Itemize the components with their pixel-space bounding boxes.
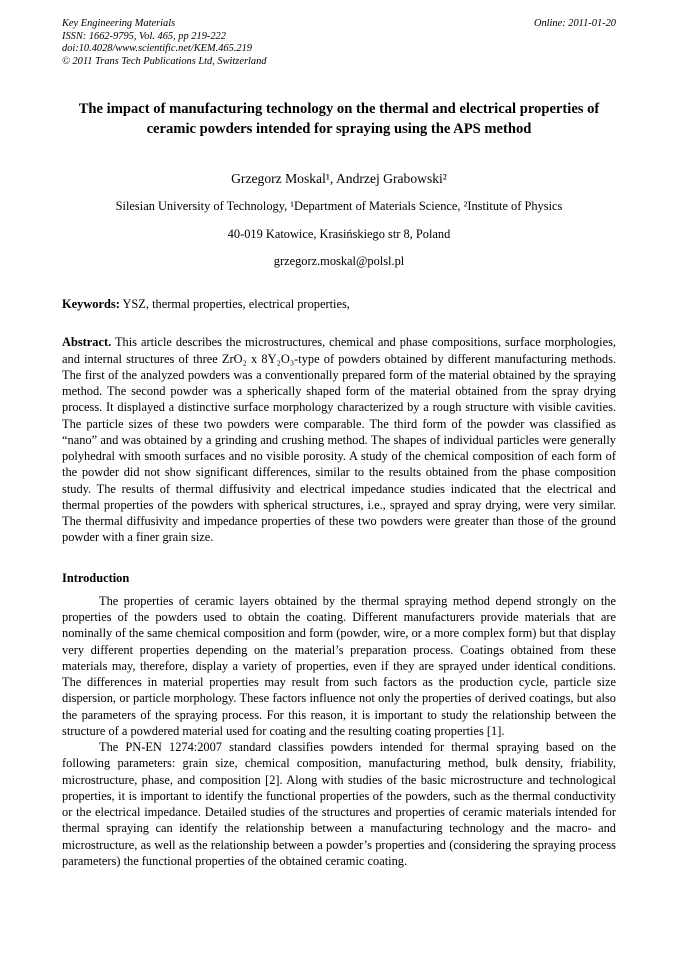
affiliation-address: 40-019 Katowice, Krasińskiego str 8, Poland <box>227 226 451 241</box>
journal-copyright: © 2011 Trans Tech Publications Ltd, Switzerland <box>62 56 267 68</box>
journal-issn: ISSN: 1662-9795, Vol. 465, pp 219-222 <box>62 30 226 42</box>
introduction-paragraph-1: The properties of ceramic layers obtained by the thermal spraying method depend strongly on the properties of the powders used to obtain the coating. Different manufacturers provide materials that are nominally of the same chemical composition and form (powder, wire, or a more complex form) but that display very different properties depending on the material’s preparation process. Coatings obtained from these materials may, therefore, display a variety of properties, even if they are sprayed under identical conditions. The differences in material properties may result from such factors as the production cycle, particle size dispersion, or particle morphology. These factors influence not only the properties of derived coatings, but also the parameters of the spraying process. For this reason, it is important to study the relationship between the structure of a powdered material used for coating and the resulting coating properties [1]. <box>62 593 616 738</box>
journal-header <box>62 18 616 69</box>
paper-title: The impact of manufacturing technology on the thermal and electrical properties of ceramic powders intended for spraying using the APS method <box>78 100 600 138</box>
introduction-paragraph-2: The PN-EN 1274:2007 standard classifies powders intended for thermal spraying based on the following parameters: grain size, chemical composition, manufacturing method, bulk density, friability, microstructure, phase, and composition [2]. Along with studies of the basic microstructure and technological properties, it is important to identify the functional properties of the powders, such as the thermal conductivity or the electrical impedance. Detailed studies of the structures and properties of ceramic materials intended for thermal spraying can identify the relationship between a manufacturing technology and the macro- and microstructure, as well as the relationship between a powder’s properties and (considering the spraying process parameters) the functional properties of the obtained ceramic coating. <box>62 740 616 868</box>
abstract-text: This article describes the microstructures, chemical and phase compositions, surface morphologies, and internal structures of three ZrO₂ x 8Y₂O₃-type of powders obtained by different manufacturing methods. The first of the analyzed powders was a conventionally prepared form of the material obtained by the spraying method. The second powder was a spherically shaped form of the material obtained from the spray drying process. It displayed a distinctive surface morphology characterized by a rough structure with visible cavities. The particle sizes of these two powders were comparable. The third form of the powder was classified as “nano” and was obtained by a grinding and crushing method. The shapes of individual particles were generally polyhedral with smooth surfaces and no visible porosity. A study of the chemical composition of each form of the powder did not show significant differences, similar to the results obtained from the phase composition study. The results of thermal diffusivity and electrical impedance studies indicated that the electrical and thermal properties of the powders with spherical structures, i.e., sprayed and spray drying, were very similar. The thermal diffusivity and impedance properties of these two powders were greater than those of the ground powder with a finer grain size. <box>62 335 616 545</box>
journal-doi: doi:10.4028/www.scientific.net/KEM.465.219 <box>62 43 252 55</box>
journal-name: Key Engineering Materials <box>62 18 176 29</box>
keywords-label: Keywords: <box>62 297 120 312</box>
author-email: grzegorz.moskal@polsl.pl <box>273 253 405 268</box>
journal-header-left <box>62 18 266 69</box>
affiliation: Silesian University of Technology, ¹Department of Materials Science, ²Institute of Physics <box>115 199 563 214</box>
online-date: Online: 2011-01-20 <box>533 18 616 29</box>
abstract-label: Abstract. <box>62 335 112 350</box>
abstract <box>62 334 616 545</box>
authors: Grzegorz Moskal¹, Andrzej Grabowski² <box>231 170 447 186</box>
keywords-text: YSZ, thermal properties, electrical properties, <box>119 297 350 312</box>
section-heading-introduction: Introduction <box>62 570 130 585</box>
keywords-line <box>62 296 616 312</box>
